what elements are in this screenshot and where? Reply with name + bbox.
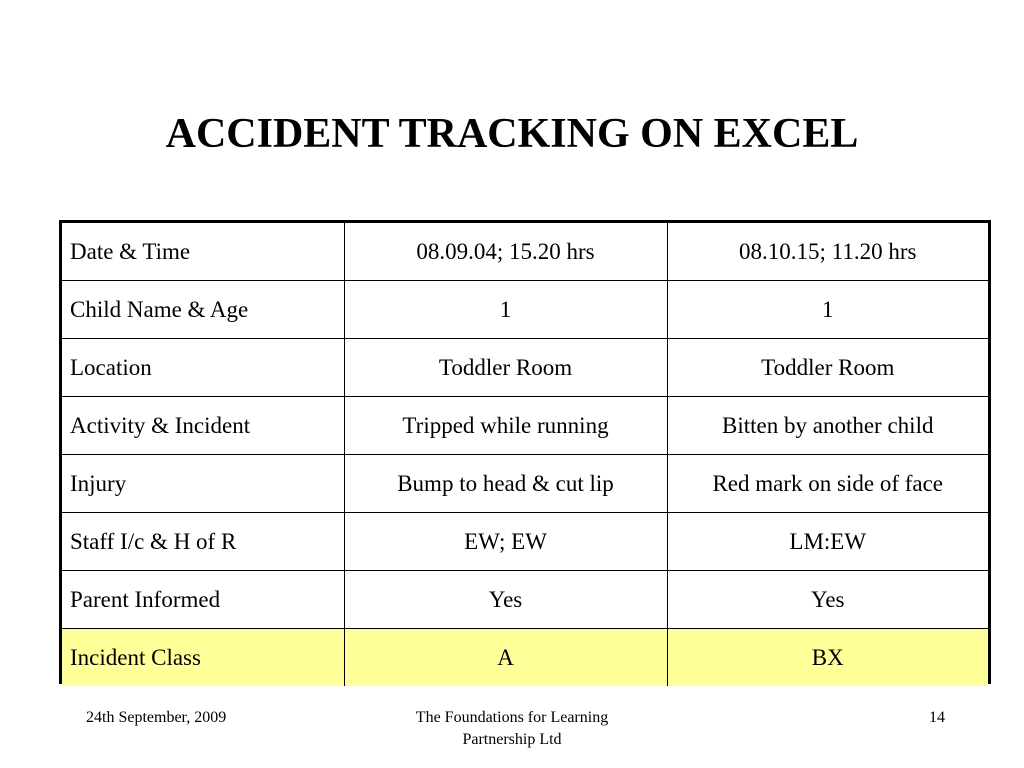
- row-label: Parent Informed: [62, 571, 344, 629]
- table-row-date-time: [62, 223, 988, 281]
- incident-1-value: EW; EW: [344, 513, 667, 571]
- table-row-child-name-age: [62, 281, 988, 339]
- slide-title: ACCIDENT TRACKING ON EXCEL: [165, 111, 859, 157]
- incident-2-value: 1: [667, 281, 988, 339]
- footer-date: 24th September, 2009: [86, 709, 227, 726]
- footer-org-line-1: The Foundations for Learning: [415, 709, 609, 726]
- incident-2-value: LM:EW: [667, 513, 988, 571]
- accident-table: [59, 220, 991, 684]
- incident-2-value: 08.10.15; 11.20 hrs: [667, 223, 988, 281]
- table-row-incident-class: [62, 629, 988, 687]
- row-label: Date & Time: [62, 223, 344, 281]
- incident-1-value: A: [344, 629, 667, 687]
- incident-1-value: Yes: [344, 571, 667, 629]
- incident-2-value: Yes: [667, 571, 988, 629]
- row-label: Activity & Incident: [62, 397, 344, 455]
- incident-2-value: Red mark on side of face: [667, 455, 988, 513]
- incident-1-value: Bump to head & cut lip: [344, 455, 667, 513]
- footer-org-line-2: Partnership Ltd: [462, 731, 562, 748]
- incident-1-value: 08.09.04; 15.20 hrs: [344, 223, 667, 281]
- incident-1-value: 1: [344, 281, 667, 339]
- incident-1-value: Toddler Room: [344, 339, 667, 397]
- table-row-activity-incident: [62, 397, 988, 455]
- footer-organization: [362, 707, 662, 751]
- row-label: Location: [62, 339, 344, 397]
- incident-2-value: BX: [667, 629, 988, 687]
- page-number: 14: [929, 709, 945, 726]
- table-row-staff: [62, 513, 988, 571]
- table-row-injury: [62, 455, 988, 513]
- incident-2-value: Bitten by another child: [667, 397, 988, 455]
- incident-1-value: Tripped while running: [344, 397, 667, 455]
- row-label: Injury: [62, 455, 344, 513]
- table-row-parent-informed: [62, 571, 988, 629]
- row-label: Incident Class: [62, 629, 344, 687]
- table-row-location: [62, 339, 988, 397]
- row-label: Child Name & Age: [62, 281, 344, 339]
- row-label: Staff I/c & H of R: [62, 513, 344, 571]
- incident-2-value: Toddler Room: [667, 339, 988, 397]
